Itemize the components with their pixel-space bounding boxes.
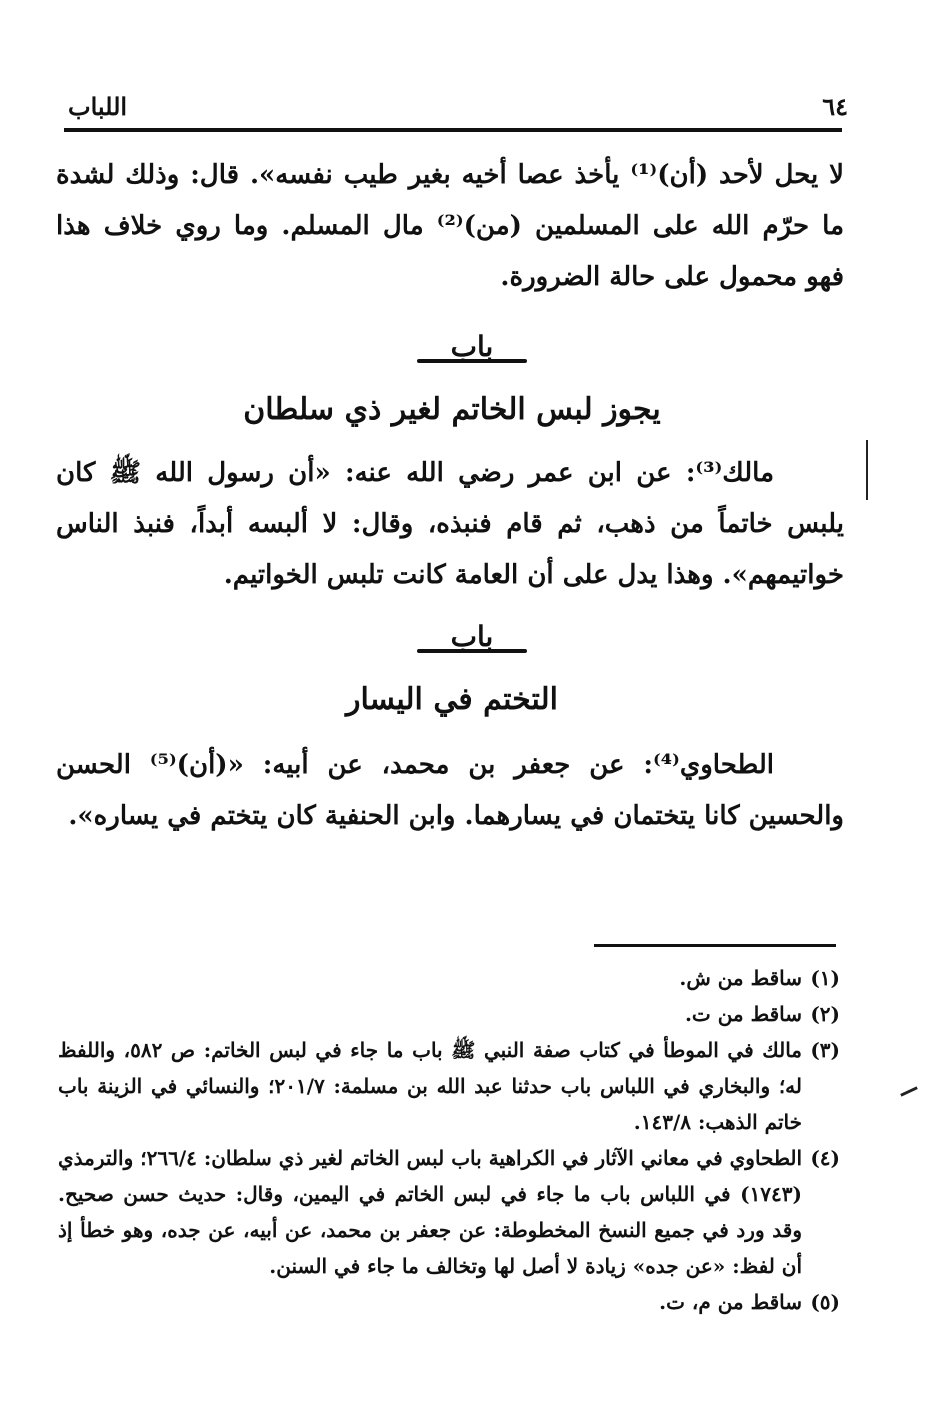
footnote-number: (١)	[810, 966, 840, 990]
section-title-2: التختم في اليسار	[345, 682, 559, 717]
footnote-text: مالك في الموطأ في كتاب صفة النبي ﷺ باب ما جاء في لبس الخاتم: ص ٥٨٢، واللفظ له؛ والبخاري في اللباس باب حدثنا عبد الله بن مسلمة: ٢٠١/٧؛ والنسائي في الزينة باب خاتم الذهب: ١٤٣/٨.	[58, 1038, 802, 1134]
section-divider-2	[0, 620, 944, 653]
paragraph-continuation: لا يحل لأحد (أن)⁽¹⁾ يأخذ عصا أخيه بغير طيب نفسه». قال: وذلك لشدة ما حرّم الله على المسلمين (من)⁽²⁾ مال المسلم. وما روي خلاف هذا فهو محمول على حالة الضرورة.	[56, 160, 844, 292]
section-title-1: يجوز لبس الخاتم لغير ذي سلطان	[243, 392, 661, 427]
scan-mark	[900, 1086, 918, 1096]
footnote-number: (٣)	[810, 1038, 840, 1062]
bab-label: باب	[450, 330, 494, 363]
page-number: ٦٤	[822, 92, 848, 121]
running-title: اللباب	[68, 92, 128, 121]
footnote-item	[58, 1140, 840, 1284]
paragraph-tahawi: الطحاوي⁽⁴⁾: عن جعفر بن محمد، عن أبيه: «(أن)⁽⁵⁾ الحسن والحسين كانا يتختمان في يسارهما. وابن الحنفية كان يتختم في يساره».	[56, 750, 844, 831]
scan-mark	[866, 440, 868, 500]
footnote-text: ساقط من م، ت.	[659, 1290, 802, 1314]
bab-label: باب	[450, 620, 494, 653]
footnote-number: (٢)	[810, 1002, 840, 1026]
footnote-text: ساقط من ش.	[679, 966, 802, 990]
paragraph-malik: مالك⁽³⁾: عن ابن عمر رضي الله عنه: «أن رسول الله ﷺ كان يلبس خاتماً من ذهب، ثم قام فنبذه، وقال: لا ألبسه أبداً، فنبذ الناس خواتيمهم». وهذا يدل على أن العامة كانت تلبس الخواتيم.	[56, 458, 844, 590]
footnote-item	[58, 1032, 840, 1140]
footnote-number: (٥)	[810, 1290, 840, 1314]
footnote-item	[58, 1284, 840, 1320]
footnote-item	[58, 960, 840, 996]
footnotes	[58, 960, 840, 1320]
footnote-item	[58, 996, 840, 1032]
footnote-number: (٤)	[810, 1146, 840, 1170]
footnote-separator	[594, 944, 836, 947]
footnote-text: ساقط من ت.	[684, 1002, 802, 1026]
page-header	[64, 92, 848, 132]
section-divider-1	[0, 330, 944, 363]
footnote-text: الطحاوي في معاني الآثار في الكراهية باب لبس الخاتم لغير ذي سلطان: ٢٦٦/٤؛ والترمذي (١٧٤٣) في اللباس باب ما جاء في لبس الخاتم في اليمين، وقال: حديث حسن صحيح. وقد ورد في جميع النسخ المخطوطة: عن جعفر بن محمد، عن أبيه، عن جده، وهو خطأ إذ أن لفظ: «عن جده» زيادة لا أصل لها وتخالف ما جاء في السنن.	[58, 1146, 802, 1278]
